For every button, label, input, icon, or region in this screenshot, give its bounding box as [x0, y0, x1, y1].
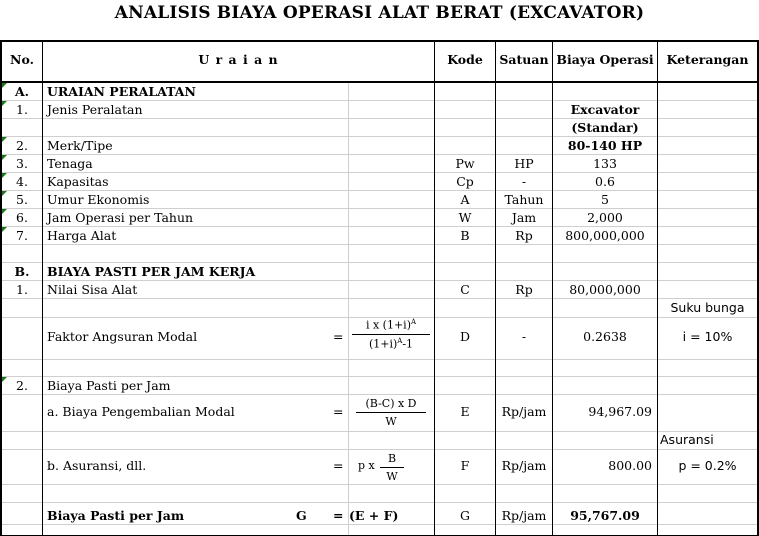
gridline — [0, 262, 759, 263]
header-kode: Kode — [447, 52, 483, 67]
total-formula: (E + F) — [349, 508, 399, 523]
row-no: 7. — [16, 228, 28, 243]
row-satuan: Tahun — [504, 192, 544, 207]
row-satuan: Rp/jam — [501, 458, 547, 473]
row-label: Harga Alat — [47, 228, 117, 243]
row-kode: Cp — [456, 174, 474, 189]
gridline — [0, 431, 759, 432]
row-label: Merk/Tipe — [47, 138, 113, 153]
border — [42, 40, 43, 536]
gridline — [0, 394, 759, 395]
row-label: Biaya Pasti per Jam — [47, 378, 171, 393]
equals-sign: = — [333, 458, 344, 473]
gridline — [0, 118, 759, 119]
formula-den-tail: -1 — [402, 337, 414, 351]
header-satuan: Satuan — [499, 52, 549, 67]
row-satuan: HP — [514, 156, 534, 171]
header-no: No. — [10, 52, 34, 67]
gridline — [0, 190, 759, 191]
row-value: 94,967.09 — [588, 404, 652, 419]
total-code: G — [296, 508, 307, 523]
header-biaya: Biaya Operasi — [556, 52, 654, 67]
equals-sign: = — [333, 329, 344, 344]
section-a-no: A. — [14, 84, 30, 99]
formula-denominator: (1+i) — [368, 337, 398, 351]
formula-fraction — [352, 318, 430, 350]
row-value: 800,000,000 — [565, 228, 645, 243]
row-value: 2,000 — [587, 210, 623, 225]
formula-numerator: i x (1+i) — [365, 318, 411, 332]
row-label: Jenis Peralatan — [47, 102, 143, 117]
row-kode: W — [458, 210, 472, 225]
gridline — [0, 100, 759, 101]
row-value: 80,000,000 — [569, 282, 641, 297]
gridline — [0, 359, 759, 360]
gridline — [0, 376, 759, 377]
border — [0, 40, 759, 42]
row-value: 5 — [601, 192, 609, 207]
row-kode: E — [460, 404, 470, 419]
formula-numerator: (B-C) x D — [356, 397, 426, 413]
row-no: 3. — [16, 156, 28, 171]
total-value: 95,767.09 — [570, 508, 640, 523]
row-satuan: - — [521, 174, 527, 189]
section-b-label: BIAYA PASTI PER JAM KERJA — [47, 264, 256, 279]
gridline — [0, 502, 759, 503]
equals-sign: = — [333, 404, 344, 419]
gridline — [0, 208, 759, 209]
row-value: 0.6 — [595, 174, 615, 189]
formula-denominator: W — [385, 415, 397, 428]
header-keterangan: Keterangan — [666, 52, 749, 67]
row-kode: C — [460, 282, 470, 297]
row-kode: B — [460, 228, 470, 243]
row-label: Faktor Angsuran Modal — [47, 329, 198, 344]
formula-prefix: p x — [358, 459, 375, 472]
keterangan-value: i = 10% — [682, 329, 733, 344]
page-title: ANALISIS BIAYA OPERASI ALAT BERAT (EXCAVATOR) — [114, 3, 645, 23]
equals-sign: = — [333, 508, 344, 523]
row-value: 133 — [593, 156, 617, 171]
row-value: 0.2638 — [583, 329, 627, 344]
row-value: 800.00 — [608, 458, 652, 473]
section-b-no: B. — [14, 264, 30, 279]
row-kode: G — [460, 508, 470, 523]
formula-denominator: W — [386, 470, 398, 483]
row-satuan: - — [521, 329, 527, 344]
row-label: b. Asuransi, dll. — [47, 458, 147, 473]
row-label: a. Biaya Pengembalian Modal — [47, 404, 235, 419]
header-uraian: U r a i a n — [198, 52, 279, 67]
row-satuan: Rp — [515, 228, 533, 243]
row-no: 1. — [16, 282, 28, 297]
gridline — [0, 298, 759, 299]
gridline — [0, 136, 759, 137]
row-no: 2. — [16, 138, 28, 153]
row-label: Umur Ekonomis — [47, 192, 150, 207]
row-value: 80-140 HP — [567, 138, 643, 153]
gridline — [0, 484, 759, 485]
formula-num-exp: A — [410, 318, 417, 326]
section-a-label: URAIAN PERALATAN — [47, 84, 196, 99]
formula-den-exp: A — [397, 336, 403, 345]
gridline — [0, 524, 759, 525]
keterangan-value: p = 0.2% — [678, 458, 737, 473]
gridline — [0, 172, 759, 173]
row-label: Nilai Sisa Alat — [47, 282, 138, 297]
row-kode: Pw — [455, 156, 475, 171]
formula-numerator: B — [380, 452, 404, 468]
keterangan-head: Asuransi — [660, 432, 714, 447]
gridline — [348, 82, 349, 536]
border — [0, 81, 759, 83]
formula-fraction — [356, 397, 426, 428]
row-satuan: Rp/jam — [501, 508, 547, 523]
row-no: 1. — [16, 102, 28, 117]
gridline — [0, 154, 759, 155]
row-value: Excavator — [570, 102, 640, 117]
row-no: 2. — [16, 378, 28, 393]
row-label: Kapasitas — [47, 174, 109, 189]
row-satuan: Rp — [515, 282, 533, 297]
row-satuan: Jam — [511, 210, 537, 225]
row-no: 6. — [16, 210, 28, 225]
keterangan-head: Suku bunga — [670, 300, 745, 315]
formula-fraction — [380, 452, 404, 483]
gridline — [0, 449, 759, 450]
total-label: Biaya Pasti per Jam — [47, 508, 185, 523]
row-value-sub: (Standar) — [571, 120, 639, 135]
row-kode: D — [459, 329, 471, 344]
gridline — [0, 280, 759, 281]
row-kode: A — [460, 192, 470, 207]
row-no: 4. — [16, 174, 28, 189]
row-label: Tenaga — [47, 156, 93, 171]
row-no: 5. — [16, 192, 28, 207]
row-satuan: Rp/jam — [501, 404, 547, 419]
gridline — [0, 226, 759, 227]
gridline — [0, 244, 759, 245]
row-label: Jam Operasi per Tahun — [47, 210, 194, 225]
row-kode: F — [460, 458, 470, 473]
